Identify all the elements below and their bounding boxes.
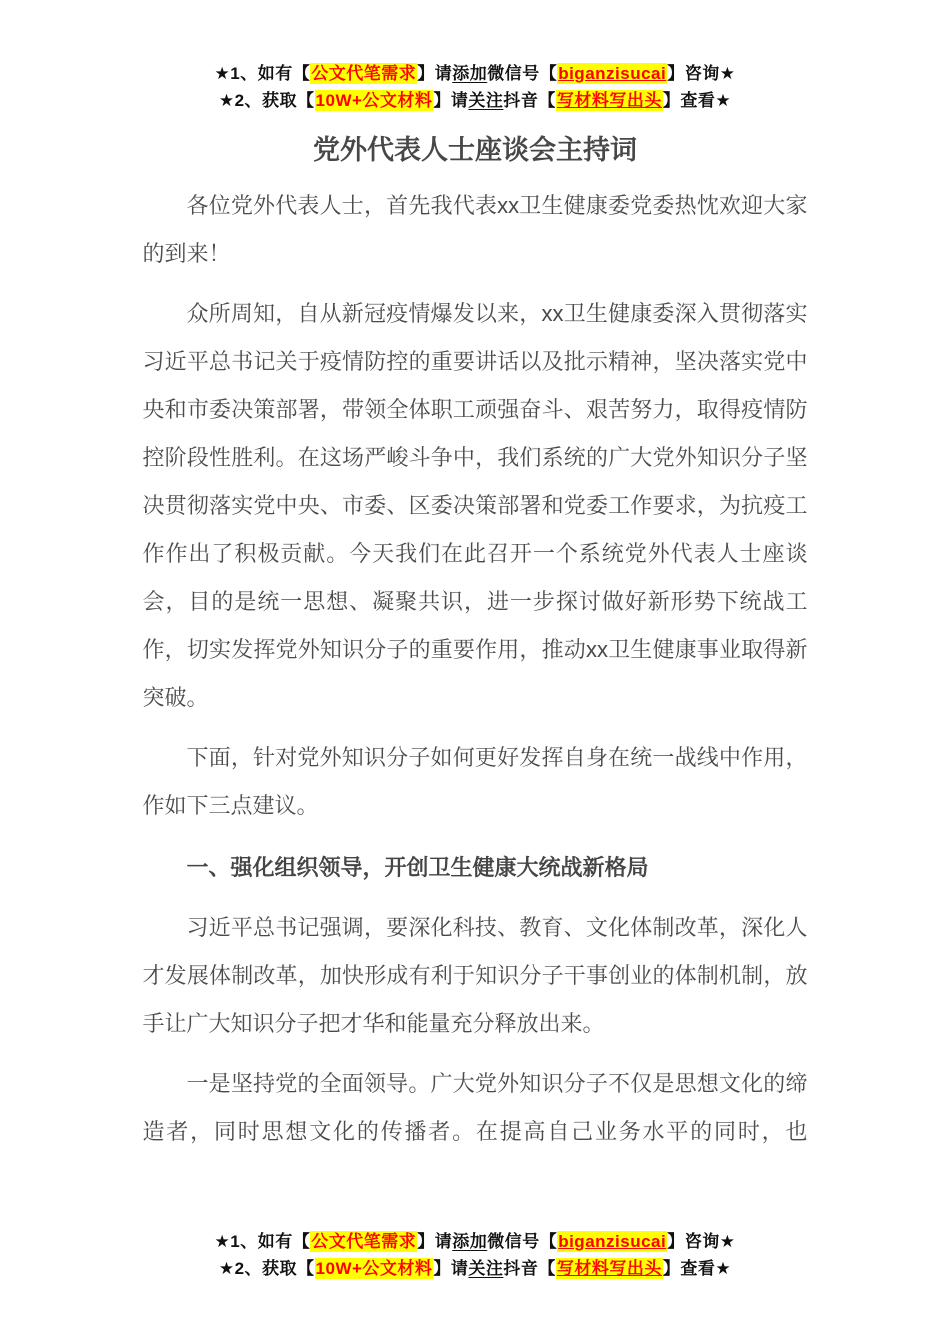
promo-text: 】请 [433,1259,469,1278]
promo-line-2 [0,1255,950,1282]
footer-promo-banner [0,1228,950,1282]
promo-text: ★1、如有【 [214,64,311,83]
promo-text: ★1、如有【 [214,1232,311,1251]
document-body [143,182,808,1156]
promo-text: 】咨询★ [667,1232,736,1251]
promo-highlight-materials: 10W+公文材料 [315,1259,433,1278]
promo-highlight-writing-service: 公文代笔需求 [311,1232,417,1251]
paragraph-greeting: 各位党外代表人士，首先我代表xx卫生健康委党委热忱欢迎大家的到来！ [142,193,808,266]
section-heading-1: 一、强化组织领导，开创卫生健康大统战新格局 [186,855,649,880]
promo-text: 】请 [433,91,469,110]
promo-text: 】查看★ [662,1259,732,1278]
promo-text: 】查看★ [662,91,732,110]
promo-highlight-materials: 10W+公文材料 [315,91,433,110]
promo-underline-add: 添加 [452,64,488,83]
promo-text: 】请 [417,1232,453,1251]
promo-text: 】咨询★ [667,64,736,83]
promo-underline-add: 添加 [452,1232,488,1251]
promo-wechat-id: biganzisucai [558,64,667,83]
promo-text: ★2、获取【 [218,91,315,110]
promo-line-1 [0,1228,950,1255]
promo-text: 微信号【 [487,1232,558,1251]
promo-wechat-id: biganzisucai [558,1232,667,1251]
promo-douyin-id: 写材料写出头 [556,1259,662,1278]
promo-underline-follow: 关注 [468,1259,504,1278]
paragraph-background: 众所周知，自从新冠疫情爆发以来，xx卫生健康委深入贯彻落实习近平总书记关于疫情防控的重要讲话以及批示精神，坚决落实党中央和市委决策部署，带领全体职工顽强奋斗、艰苦努力，取得疫情防控阶段性胜利。在这场严峻斗争中，我们系统的广大党外知识分子坚决贯彻落实党中央、市委、区委决策部署和党委工作要求，为抗疫工作作出了积极贡献。今天我们在此召开一个系统党外代表人士座谈会，目的是统一思想、凝聚共识，进一步探讨做好新形势下统战工作，切实发挥党外知识分子的重要作用，推动xx卫生健康事业取得新突破。 [142,301,808,710]
promo-line-2 [0,87,950,114]
paragraph-point-one: 一是坚持党的全面领导。广大党外知识分子不仅是思想文化的缔造者，同时思想文化的传播者。在提高自己业务水平的同时，也 [142,1071,808,1144]
promo-line-1 [0,60,950,87]
paragraph-transition: 下面，针对党外知识分子如何更好发挥自身在统一战线中作用，作如下三点建议。 [142,745,808,818]
header-promo-banner [0,0,950,114]
document-title: 党外代表人士座谈会主持词 [313,135,637,165]
paragraph-quote: 习近平总书记强调，要深化科技、教育、文化体制改革，深化人才发展体制改革，加快形成有利于知识分子干事创业的体制机制，放手让广大知识分子把才华和能量充分释放出来。 [142,915,808,1036]
promo-text: 抖音【 [503,1259,556,1278]
promo-text: 微信号【 [487,64,558,83]
promo-underline-follow: 关注 [468,91,504,110]
promo-text: 】请 [417,64,453,83]
promo-text: 抖音【 [503,91,556,110]
promo-highlight-writing-service: 公文代笔需求 [311,64,417,83]
promo-text: ★2、获取【 [218,1259,315,1278]
promo-douyin-id: 写材料写出头 [556,91,662,110]
